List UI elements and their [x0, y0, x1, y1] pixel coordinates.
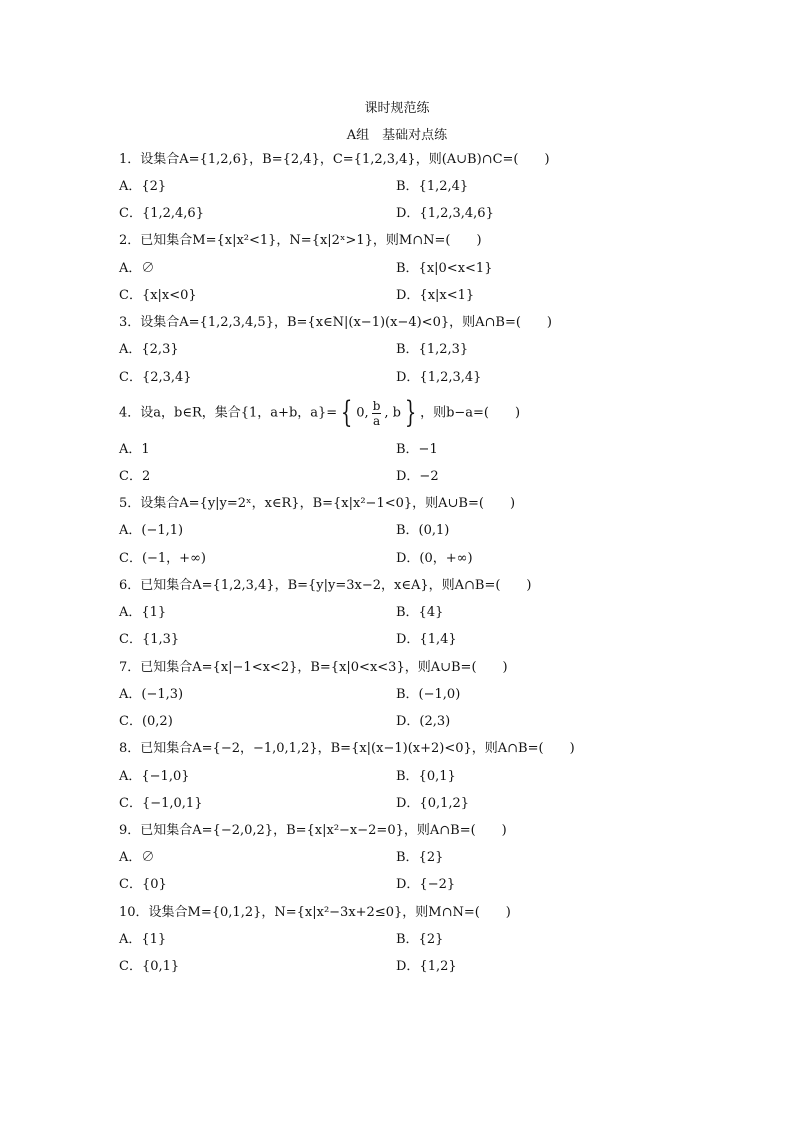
question-6-stem: 6．已知集合A={1,2,3,4}，B={y|y=3x−2，x∈A}，则A∩B=( )	[119, 578, 532, 593]
question-5-option-a[interactable]: A．(−1,1)	[119, 523, 184, 538]
question-2-option-b[interactable]: B．{x|0<x<1}	[396, 261, 493, 276]
question-4-stem-prefix: 4．设a，b∈R，集合{1，a+b，a}=	[119, 405, 338, 421]
section-heading: A组 基础对点练	[346, 128, 448, 143]
question-2-option-d[interactable]: D．{x|x<1}	[396, 288, 475, 303]
question-4-stem-suffix: ，则b−a=( )	[420, 405, 521, 421]
question-8-option-a[interactable]: A．{−1,0}	[119, 769, 190, 784]
question-7-option-d[interactable]: D．(2,3)	[396, 714, 451, 729]
question-9-stem: 9．已知集合A={−2,0,2}，B={x|x²−x−2=0}，则A∩B=( )	[119, 823, 507, 838]
question-5-option-c[interactable]: C．(−1，+∞)	[119, 551, 206, 566]
question-3-option-d[interactable]: D．{1,2,3,4}	[396, 370, 482, 385]
question-8-option-c[interactable]: C．{−1,0,1}	[119, 796, 203, 811]
question-7-stem: 7．已知集合A={x|−1<x<2}，B={x|0<x<3}，则A∪B=( )	[119, 660, 508, 675]
question-9-option-c[interactable]: C．{0}	[119, 877, 167, 892]
question-2-option-a[interactable]: A．∅	[119, 261, 155, 276]
question-3-option-a[interactable]: A．{2,3}	[119, 342, 179, 357]
question-6-option-a[interactable]: A．{1}	[119, 605, 167, 620]
question-1-option-d[interactable]: D．{1,2,3,4,6}	[396, 206, 494, 221]
question-10-stem: 10．设集合M={0,1,2}，N={x|x²−3x+2≤0}，则M∩N=( )	[119, 905, 511, 920]
question-4-option-d[interactable]: D．−2	[396, 469, 439, 484]
question-6-option-d[interactable]: D．{1,4}	[396, 632, 457, 647]
question-9-option-b[interactable]: B．{2}	[396, 850, 444, 865]
brace-right: }	[404, 395, 417, 430]
question-3-option-c[interactable]: C．{2,3,4}	[119, 370, 192, 385]
question-10-option-a[interactable]: A．{1}	[119, 932, 167, 947]
question-2-option-c[interactable]: C．{x|x<0}	[119, 288, 197, 303]
question-3-option-b[interactable]: B．{1,2,3}	[396, 342, 469, 357]
question-10-option-b[interactable]: B．{2}	[396, 932, 444, 947]
question-3-stem: 3．设集合A={1,2,3,4,5}，B={x∈N|(x−1)(x−4)<0}，则A∩B=( )	[119, 315, 552, 330]
question-1-option-b[interactable]: B．{1,2,4}	[396, 179, 469, 194]
question-5-option-d[interactable]: D．(0，+∞)	[396, 551, 473, 566]
question-8-option-d[interactable]: D．{0,1,2}	[396, 796, 470, 811]
question-4-set-first: 0,	[356, 405, 369, 421]
question-1-stem: 1．设集合A={1,2,6}，B={2,4}，C={1,2,3,4}，则(A∪B)∩C=( )	[119, 152, 550, 167]
brace-left: {	[341, 395, 353, 430]
question-7-option-c[interactable]: C．(0,2)	[119, 714, 173, 729]
question-10-option-d[interactable]: D．{1,2}	[396, 959, 457, 974]
question-6-option-c[interactable]: C．{1,3}	[119, 632, 180, 647]
fraction-denominator: a	[372, 413, 381, 428]
fraction-b-over-a	[372, 399, 382, 428]
question-1-option-a[interactable]: A．{2}	[119, 179, 167, 194]
question-2-stem: 2．已知集合M={x|x²<1}，N={x|2ˣ>1}，则M∩N=( )	[119, 233, 482, 248]
fraction-numerator: b	[372, 398, 381, 413]
question-1-option-c[interactable]: C．{1,2,4,6}	[119, 206, 204, 221]
question-6-option-b[interactable]: B．{4}	[396, 605, 444, 620]
question-5-stem: 5．设集合A={y|y=2ˣ，x∈R}，B={x|x²−1<0}，则A∪B=( )	[119, 496, 516, 511]
question-7-option-b[interactable]: B．(−1,0)	[396, 687, 461, 702]
question-9-option-a[interactable]: A．∅	[119, 850, 155, 865]
question-8-stem: 8．已知集合A={−2，−1,0,1,2}，B={x|(x−1)(x+2)<0}，则A∩B=( )	[119, 741, 575, 756]
question-5-option-b[interactable]: B．(0,1)	[396, 523, 450, 538]
question-4-option-b[interactable]: B．−1	[396, 442, 438, 457]
page-title: 课时规范练	[364, 101, 430, 116]
question-4-option-c[interactable]: C．2	[119, 469, 151, 484]
question-9-option-d[interactable]: D．{−2}	[396, 877, 456, 892]
question-4-stem	[119, 395, 521, 430]
question-4-set-last: , b	[384, 405, 401, 421]
question-10-option-c[interactable]: C．{0,1}	[119, 959, 180, 974]
question-4-option-a[interactable]: A．1	[119, 442, 150, 457]
question-7-option-a[interactable]: A．(−1,3)	[119, 687, 184, 702]
question-8-option-b[interactable]: B．{0,1}	[396, 769, 456, 784]
